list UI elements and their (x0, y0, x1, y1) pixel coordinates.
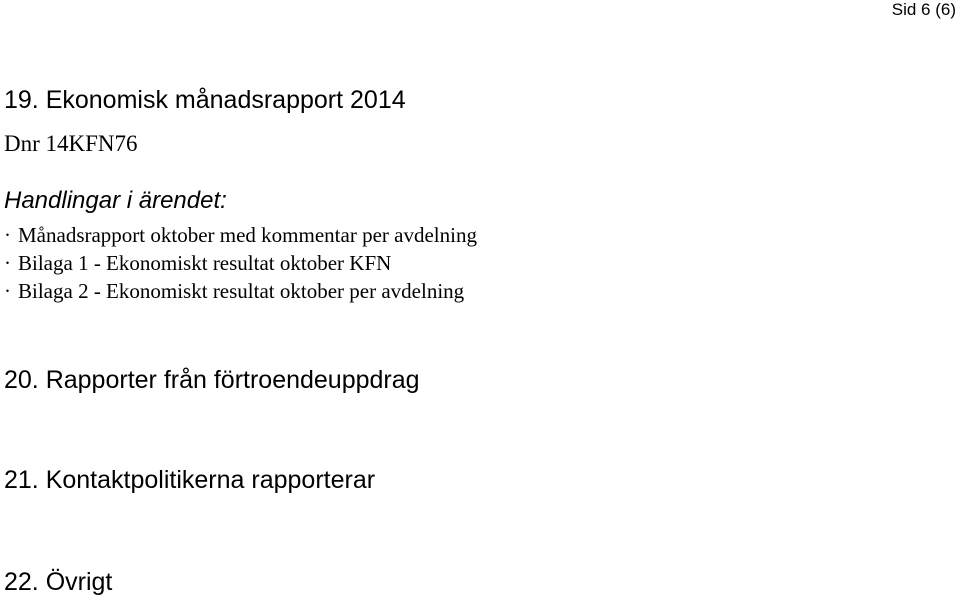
section-heading-20: 20. Rapporter från förtroendeuppdrag (4, 366, 420, 394)
document-title: Bilaga 1 - Ekonomiskt resultat oktober KFN (18, 251, 392, 275)
list-item (4, 277, 477, 305)
section-heading-22: 22. Övrigt (4, 568, 113, 596)
documents-list (4, 221, 477, 305)
bullet: · (4, 223, 11, 247)
bullet: · (4, 251, 11, 275)
document-title: Månadsrapport oktober med kommentar per avdelning (18, 223, 477, 247)
page-number: Sid 6 (6) (891, 0, 956, 19)
section-heading-21: 21. Kontaktpolitikerna rapporterar (4, 466, 376, 494)
list-item (4, 221, 477, 249)
document-title: Bilaga 2 - Ekonomiskt resultat oktober per avdelning (18, 279, 465, 303)
documents-label: Handlingar i ärendet: (4, 187, 227, 214)
diary-number: Dnr 14KFN76 (4, 131, 138, 156)
list-item (4, 249, 477, 277)
bullet: · (4, 279, 11, 303)
section-heading-19: 19. Ekonomisk månadsrapport 2014 (4, 86, 406, 114)
